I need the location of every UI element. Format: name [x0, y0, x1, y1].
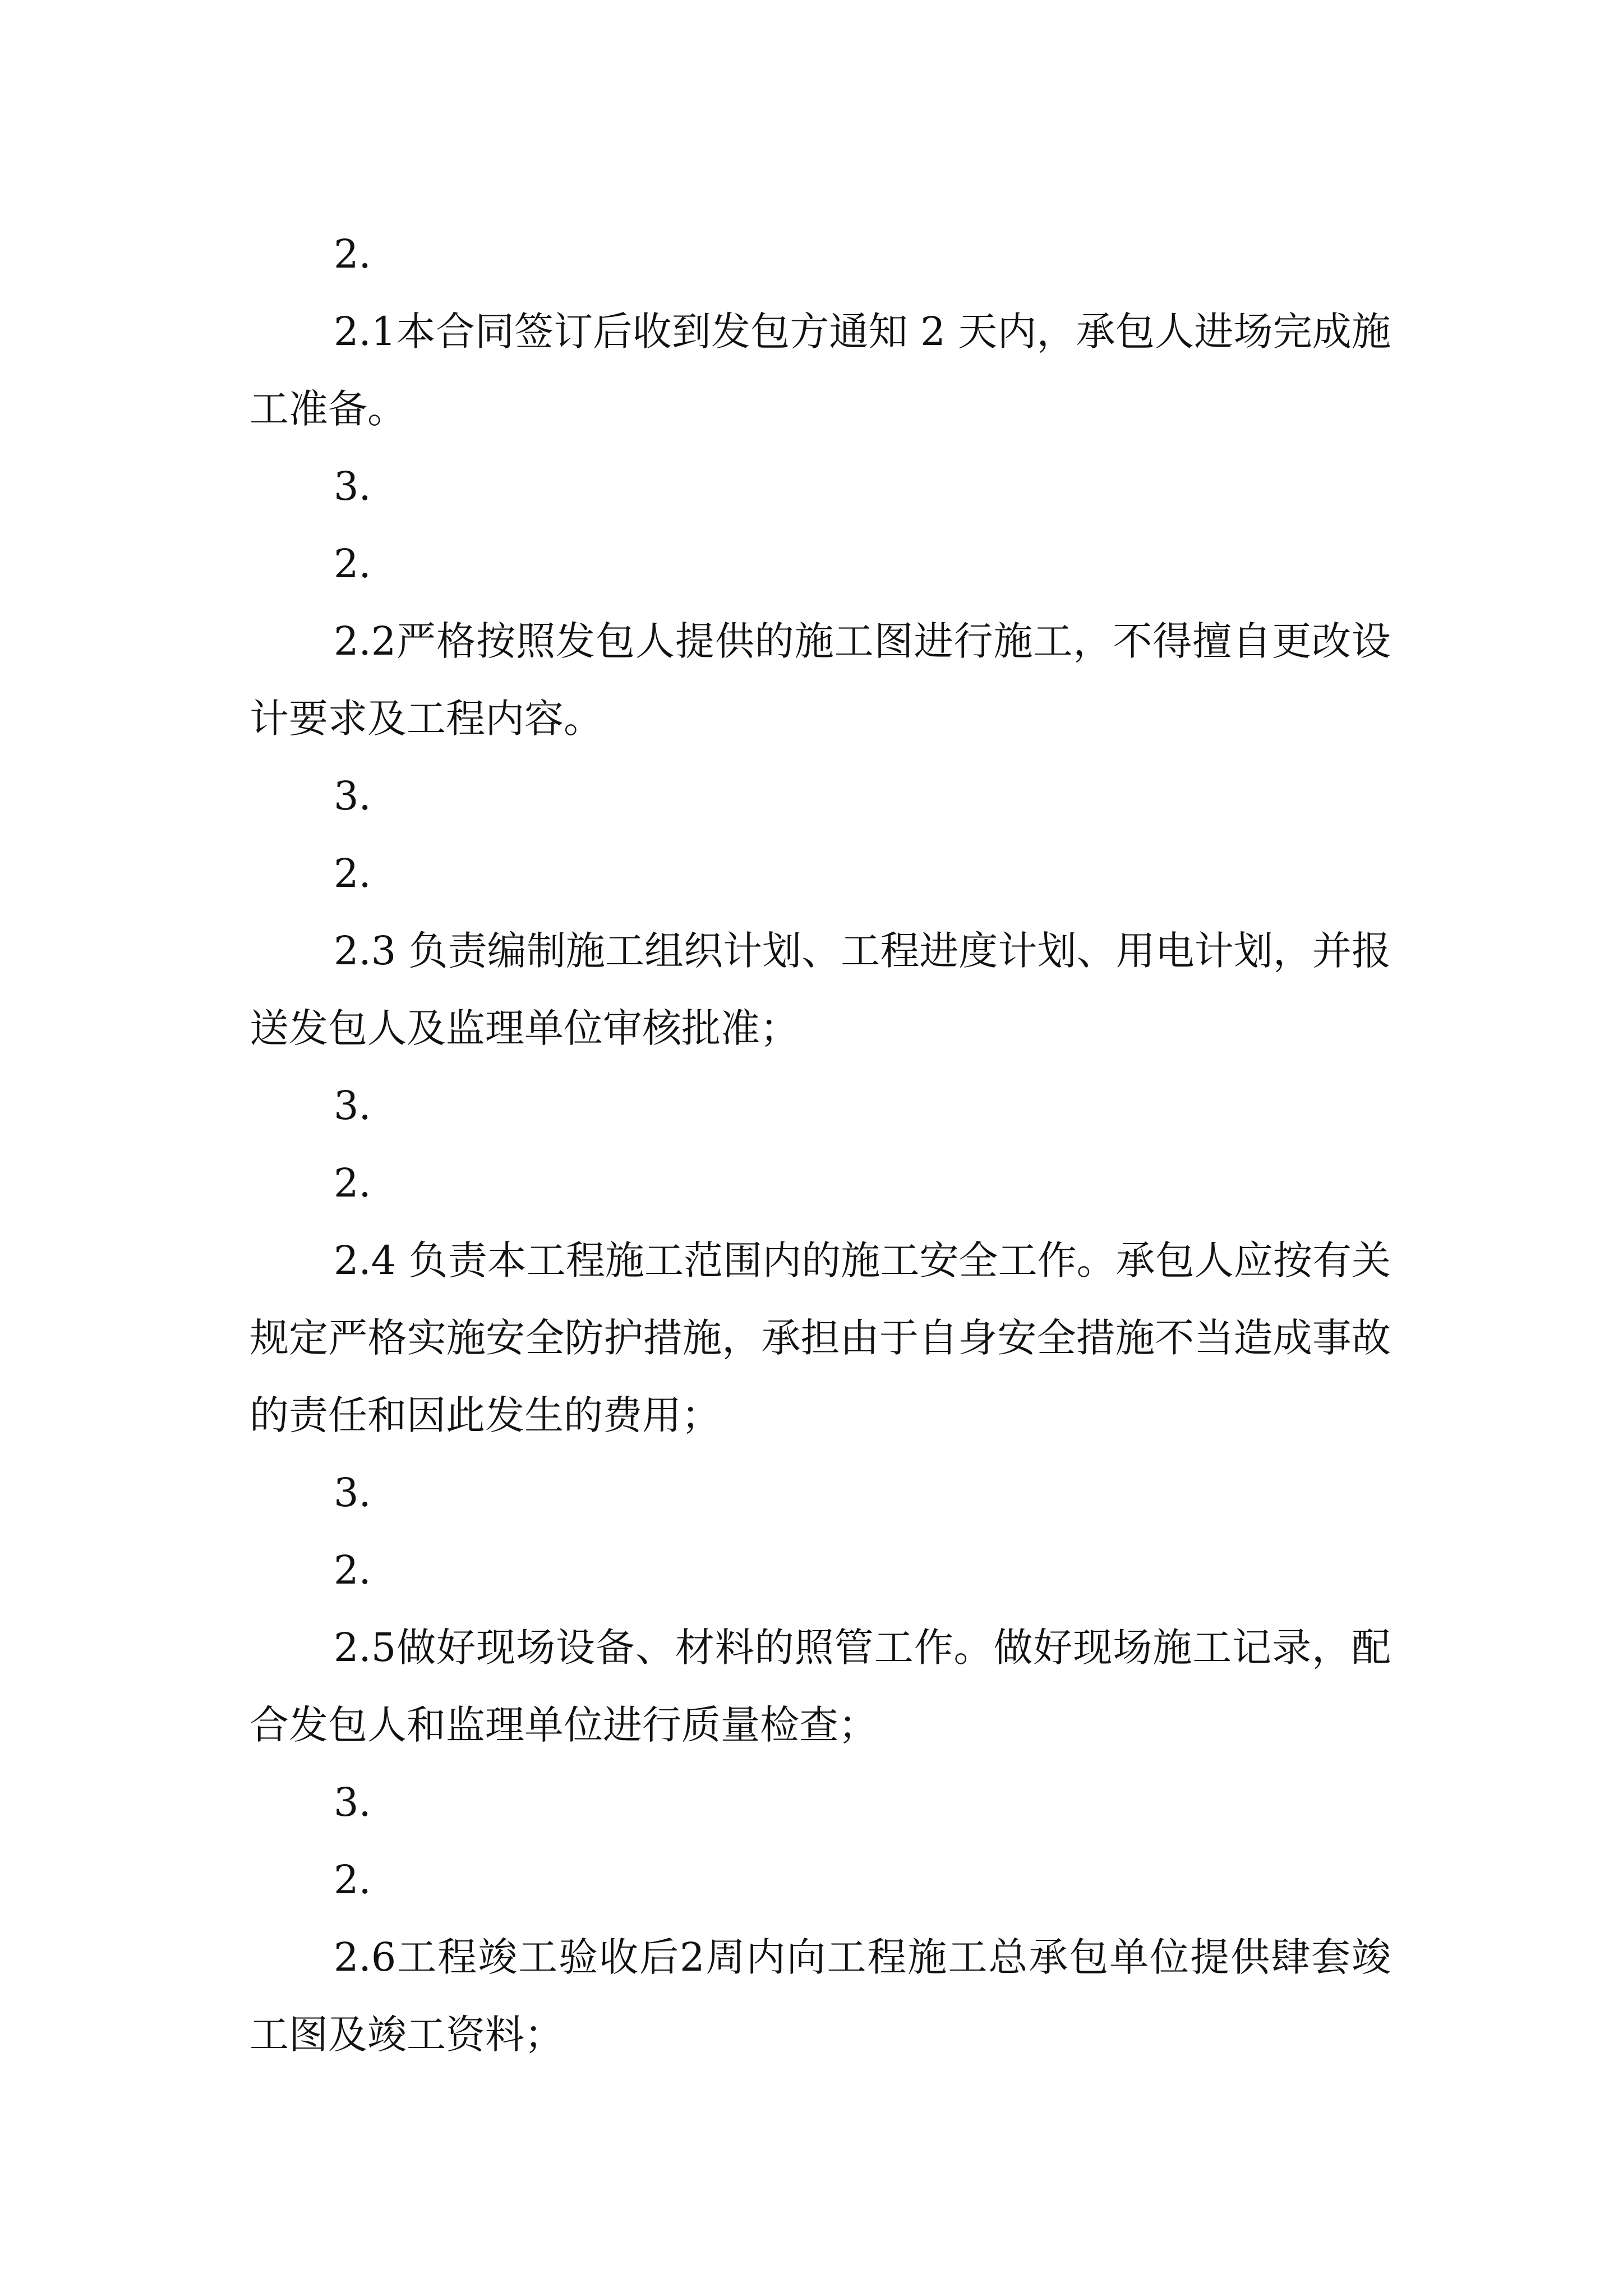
- paragraph-marker: 2.: [334, 1857, 371, 1903]
- paragraph-marker: 2.: [334, 541, 371, 587]
- paragraph-marker: 3.: [334, 773, 371, 819]
- paragraph-marker: 2.: [334, 850, 371, 896]
- paragraph-marker: 2.: [334, 1547, 371, 1593]
- clause-2-3: 2.3 负责编制施工组织计划、工程进度计划、用电计划，并报送发包人及监理单位审核批准；: [250, 928, 1391, 1051]
- paragraph-marker: 3.: [334, 1083, 371, 1129]
- document-body: [250, 215, 1391, 2073]
- clause-2-2: 2.2严格按照发包人提供的施工图进行施工，不得擅自更改设计要求及工程内容。: [250, 618, 1391, 742]
- clause-2-6: 2.6工程竣工验收后2周内向工程施工总承包单位提供肆套竣工图及竣工资料；: [250, 1934, 1391, 2058]
- paragraph-marker: 2.: [334, 1160, 371, 1206]
- paragraph-marker: 2.: [334, 231, 371, 277]
- clause-2-1: 2.1本合同签订后收到发包方通知 2 天内，承包人进场完成施工准备。: [250, 309, 1391, 432]
- paragraph-marker: 3.: [334, 1779, 371, 1825]
- paragraph-marker: 3.: [334, 1470, 371, 1516]
- paragraph-marker: 3.: [334, 463, 371, 509]
- clause-2-4: 2.4 负责本工程施工范围内的施工安全工作。承包人应按有关规定严格实施安全防护措施，承担由于自身安全措施不当造成事故的责任和因此发生的费用；: [250, 1237, 1391, 1438]
- clause-2-5: 2.5做好现场设备、材料的照管工作。做好现场施工记录，配合发包人和监理单位进行质量检查；: [250, 1625, 1391, 1748]
